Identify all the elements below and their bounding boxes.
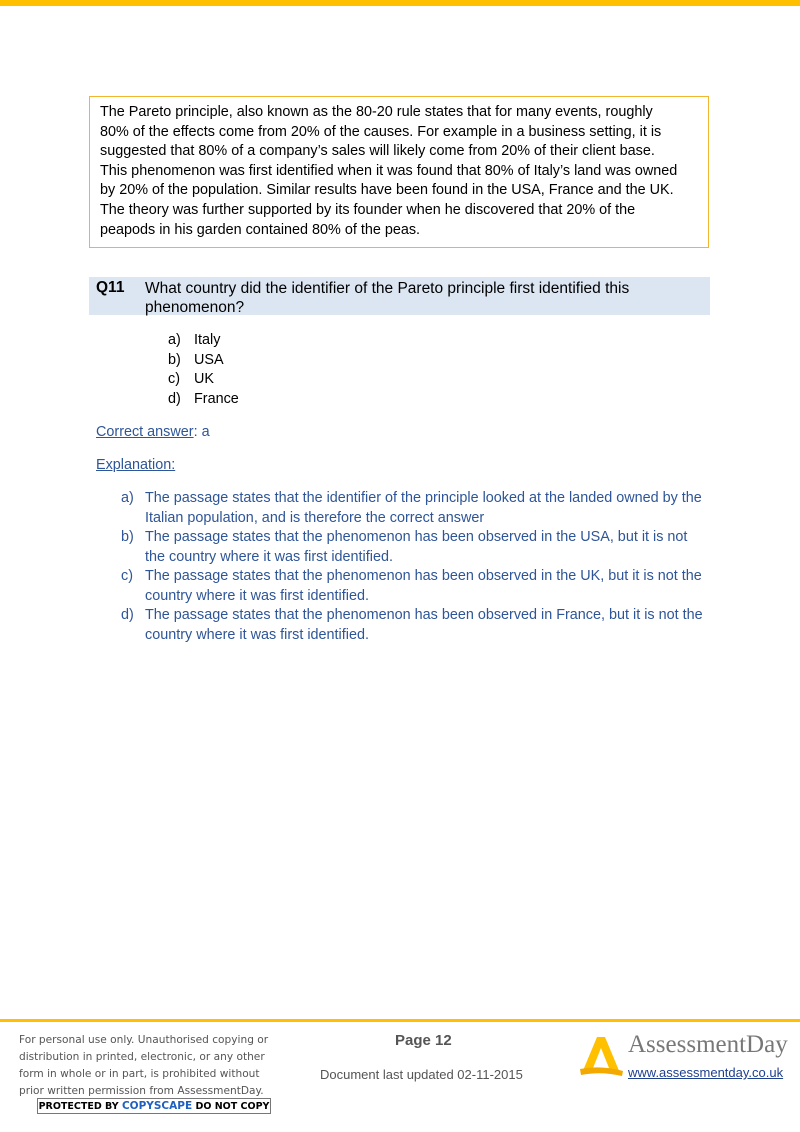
- option-d: [168, 390, 239, 410]
- explanation-letter: b): [121, 529, 134, 545]
- correct-answer-value: a: [201, 424, 210, 440]
- explanation-letter: c): [121, 568, 133, 584]
- explanation-list: [121, 489, 711, 645]
- option-letter: a): [168, 332, 181, 348]
- correct-answer-separator: :: [193, 424, 202, 440]
- option-letter: d): [168, 390, 181, 407]
- option-text: UK: [194, 371, 214, 387]
- explanation-text: The passage states that the phenomenon has been observed in the USA, but it is not the country where it was first identified.: [145, 529, 688, 565]
- footer-divider: [0, 1019, 800, 1022]
- legal-line: For personal use only. Unauthorised copying or: [19, 1034, 269, 1046]
- legal-line: prior written permission from AssessmentDay.: [19, 1085, 264, 1097]
- footer-legal-notice: [19, 1032, 289, 1100]
- option-text: Italy: [194, 332, 221, 348]
- question-text: What country did the identifier of the Pareto principle first identified this phenomenon?: [145, 280, 630, 316]
- last-updated: Document last updated 02-11-2015: [320, 1067, 523, 1082]
- explanation-letter: a): [121, 490, 134, 506]
- explanation-item: [121, 567, 711, 606]
- top-accent-bar: [0, 0, 800, 6]
- page-number: Page 12: [395, 1032, 452, 1049]
- copyscape-suffix: DO NOT COPY: [192, 1101, 270, 1112]
- passage-line: peapods in his garden contained 80% of the peas.: [100, 221, 421, 238]
- option-letter: c): [168, 371, 180, 387]
- passage-line: 80% of the effects come from 20% of the causes. For example in a business setting, it is: [100, 123, 662, 140]
- option-c: [168, 370, 239, 390]
- passage-line: This phenomenon was first identified when it was found that 80% of Italy’s land was owned: [100, 162, 678, 179]
- explanation-item: [121, 606, 711, 645]
- option-b: [168, 351, 239, 371]
- passage-line: The Pareto principle, also known as the 80-20 rule states that for many events, roughly: [100, 104, 653, 120]
- answer-options: [168, 331, 239, 409]
- logo-wordmark: AssessmentDay: [628, 1031, 788, 1058]
- explanation-text: The passage states that the identifier of the principle looked at the landed owned by the Italian population, and is therefore the correct answer: [145, 490, 702, 526]
- explanation-text: The passage states that the phenomenon has been observed in France, but it is not the country where it was first identified.: [145, 607, 703, 643]
- legal-line: distribution in printed, electronic, or any other: [19, 1051, 265, 1063]
- passage-line: The theory was further supported by its founder when he discovered that 20% of the: [100, 201, 636, 218]
- correct-answer: [96, 424, 210, 440]
- option-text: France: [194, 390, 239, 407]
- option-letter: b): [168, 351, 181, 368]
- copyscape-prefix: PROTECTED BY: [38, 1101, 122, 1112]
- website-link[interactable]: www.assessmentday.co.uk: [628, 1065, 784, 1080]
- explanation-title: Explanation:: [96, 457, 176, 473]
- passage-line: suggested that 80% of a company’s sales will likely come from 20% of their client base.: [100, 143, 655, 160]
- copyscape-badge[interactable]: [37, 1098, 271, 1114]
- explanation-item: [121, 528, 711, 567]
- question-number: Q11: [96, 279, 125, 296]
- passage-box: [89, 96, 709, 248]
- option-text: USA: [194, 351, 224, 368]
- assessmentday-logo-icon: [578, 1031, 624, 1077]
- explanation-item: [121, 489, 711, 528]
- explanation-text: The passage states that the phenomenon has been observed in the UK, but it is not the country where it was first identified.: [145, 568, 702, 604]
- passage-line: by 20% of the population. Similar results have been found in the USA, France and the UK.: [100, 182, 674, 199]
- legal-line: form in whole or in part, is prohibited without: [19, 1068, 260, 1080]
- correct-answer-label: Correct answer: [96, 424, 194, 440]
- copyscape-brand: COPYSCAPE: [121, 1100, 193, 1112]
- explanation-letter: d): [121, 607, 134, 623]
- option-a: [168, 331, 239, 351]
